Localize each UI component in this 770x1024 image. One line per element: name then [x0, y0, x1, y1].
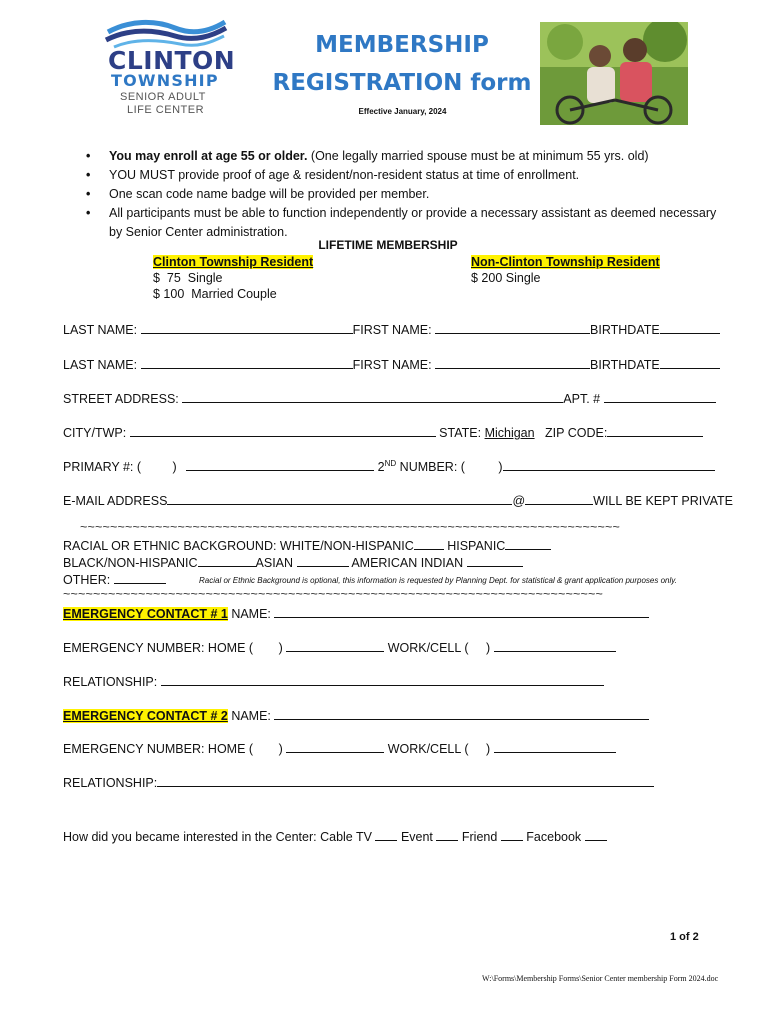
interest-facebook-label: Facebook	[526, 830, 582, 844]
friend-field[interactable]	[501, 829, 523, 841]
event-field[interactable]	[436, 829, 458, 841]
emergency-2-home-field[interactable]	[286, 741, 384, 753]
bullet-age-rest: (One legally married spouse must be at minimum 55 yrs. old)	[307, 149, 649, 163]
nonresident-pricing	[471, 255, 660, 285]
resident-pricing	[153, 255, 313, 301]
background-white-label: RACIAL OR ETHNIC BACKGROUND: WHITE/NON-HISPANIC	[63, 539, 414, 553]
lifetime-membership-heading: LIFETIME MEMBERSHIP	[318, 238, 458, 252]
apt-label: APT. #	[563, 392, 601, 406]
birthdate-label: BIRTHDATE	[590, 323, 660, 337]
last-name-label: LAST NAME:	[63, 323, 138, 337]
background-optional-note: Racial or Ethnic Background is optional, this information is requested by Planning Dept. for statistical & grant application purposes only.	[199, 576, 677, 585]
emergency-1-name-field[interactable]	[274, 606, 649, 618]
apt-field[interactable]	[604, 391, 716, 403]
email-domain-field[interactable]	[525, 493, 593, 505]
emergency-1-number-row	[63, 640, 616, 655]
city-row	[63, 425, 703, 440]
primary-paren-close: )	[172, 460, 177, 475]
interest-friend-label: Friend	[461, 830, 498, 844]
emergency-2-work-field[interactable]	[494, 741, 616, 753]
street-field[interactable]	[182, 391, 563, 403]
email-private-note: WILL BE KEPT PRIVATE	[593, 494, 733, 508]
background-row-3	[63, 572, 166, 587]
home-paren-close: )	[278, 742, 283, 756]
effective-date: Effective January, 2024	[358, 107, 447, 116]
name-row-1	[63, 322, 720, 337]
logo-life-center: LIFE CENTER	[127, 104, 205, 116]
divider-tildes: ~~~~~~~~~~~~~~~~~~~~~~~~~~~~~~~~~~~~~~~~~~~~~~~~~~~~~~~~~~~~~~~~~~~~~~~~	[63, 587, 603, 601]
emergency-1-work-field[interactable]	[494, 640, 616, 652]
emergency-2-relationship-field[interactable]	[157, 775, 654, 787]
email-at: @	[512, 494, 526, 508]
list-item: • YOU MUST provide proof of age & resident/non-resident status at time of enrollment.	[86, 166, 726, 185]
email-field[interactable]	[167, 493, 512, 505]
resident-single-price: $ 75 Single	[153, 271, 223, 285]
email-label: E-MAIL ADDRESS	[63, 494, 168, 508]
background-american-indian-label: AMERICAN INDIAN	[351, 556, 464, 570]
relationship-label: RELATIONSHIP:	[63, 675, 158, 689]
white-field[interactable]	[414, 538, 444, 550]
background-asian-label: ASIAN	[255, 556, 294, 570]
emergency-1-relationship-field[interactable]	[161, 674, 604, 686]
email-row	[63, 493, 733, 508]
emergency-2-relationship-row	[63, 775, 654, 790]
emergency-contact-1-label: EMERGENCY CONTACT # 1	[63, 607, 228, 621]
emergency-2-name-field[interactable]	[274, 708, 649, 720]
state-value: Michigan	[484, 426, 535, 440]
other-field[interactable]	[114, 572, 166, 584]
primary-number-field[interactable]	[186, 459, 374, 471]
emergency-2-number-row	[63, 741, 616, 756]
work-paren-close: )	[486, 742, 491, 756]
phone-row	[63, 459, 715, 474]
interest-question: How did you became interested in the Center: Cable TV	[63, 830, 372, 844]
emergency-home-label: EMERGENCY NUMBER: HOME (	[63, 742, 254, 756]
zip-field[interactable]	[607, 425, 703, 437]
background-row-1	[63, 538, 551, 553]
first-name-field[interactable]	[435, 322, 590, 334]
list-item: • All participants must be able to function independently or provide a necessary assistant as deemed necessary by Senior Center administration.	[86, 204, 726, 242]
logo-clinton: CLINTON	[108, 46, 236, 75]
birthdate-label: BIRTHDATE	[590, 358, 660, 372]
divider-tildes: ~~~~~~~~~~~~~~~~~~~~~~~~~~~~~~~~~~~~~~~~~~~~~~~~~~~~~~~~~~~~~~~~~~~~~~~~	[80, 520, 620, 534]
asian-field[interactable]	[297, 555, 349, 567]
file-path: W:\Forms\Membership Forms\Senior Center membership Form 2024.doc	[482, 974, 719, 983]
address-row	[63, 391, 716, 406]
last-name-field[interactable]	[141, 322, 353, 334]
seniors-photo	[540, 22, 688, 125]
american-indian-field[interactable]	[467, 555, 523, 567]
emergency-contact-1-row	[63, 606, 649, 621]
city-label: CITY/TWP:	[63, 426, 127, 440]
emergency-home-label: EMERGENCY NUMBER: HOME (	[63, 641, 254, 655]
hispanic-field[interactable]	[505, 538, 551, 550]
logo-senior-adult: SENIOR ADULT	[120, 91, 206, 103]
street-label: STREET ADDRESS:	[63, 392, 179, 406]
second-number-label: 2ND NUMBER: (	[377, 459, 465, 475]
birthdate-field[interactable]	[660, 357, 720, 369]
first-name-label: FIRST NAME:	[352, 358, 432, 372]
first-name-label: FIRST NAME:	[352, 323, 432, 337]
emergency-work-label: WORK/CELL (	[387, 641, 469, 655]
nonresident-single-price: $ 200 Single	[471, 271, 541, 285]
home-paren-close: )	[278, 641, 283, 655]
first-name-field[interactable]	[435, 357, 590, 369]
background-other-label: OTHER:	[63, 573, 111, 587]
emergency-name-label: NAME:	[227, 607, 271, 621]
city-field[interactable]	[130, 425, 436, 437]
emergency-contact-2-label: EMERGENCY CONTACT # 2	[63, 709, 228, 723]
birthdate-field[interactable]	[660, 322, 720, 334]
interest-event-label: Event	[400, 830, 433, 844]
second-number-field[interactable]	[503, 459, 715, 471]
bullet-age-bold: You may enroll at age 55 or older.	[109, 149, 308, 163]
requirements-list	[86, 147, 726, 242]
page-title-line1: MEMBERSHIP	[315, 32, 489, 58]
emergency-1-home-field[interactable]	[286, 640, 384, 652]
last-name-label: LAST NAME:	[63, 358, 138, 372]
list-item	[86, 147, 726, 166]
cable-tv-field[interactable]	[375, 829, 397, 841]
name-row-2	[63, 357, 720, 372]
emergency-1-relationship-row	[63, 674, 604, 689]
resident-label: Clinton Township Resident	[153, 255, 314, 269]
emergency-contact-2-row	[63, 708, 649, 723]
page-title-line2: REGISTRATION form	[272, 70, 532, 96]
relationship-label: RELATIONSHIP:	[63, 776, 158, 790]
background-black-label: BLACK/NON-HISPANIC	[63, 556, 198, 570]
black-field[interactable]	[198, 555, 256, 567]
second-paren-close: )	[498, 460, 503, 475]
list-item: • One scan code name badge will be provided per member.	[86, 185, 726, 204]
seniors-on-bicycles-icon	[540, 22, 688, 125]
interest-row	[63, 829, 607, 844]
state-label: STATE:	[439, 426, 482, 440]
zip-label: ZIP CODE:	[545, 426, 608, 440]
work-paren-close: )	[486, 641, 491, 655]
facebook-field[interactable]	[585, 829, 607, 841]
nonresident-label: Non-Clinton Township Resident	[471, 255, 660, 269]
page-number: 1 of 2	[670, 931, 699, 943]
background-hispanic-label: HISPANIC	[447, 539, 506, 553]
emergency-name-label: NAME:	[227, 709, 271, 723]
emergency-work-label: WORK/CELL (	[387, 742, 469, 756]
background-row-2	[63, 555, 523, 570]
logo-township: TOWNSHIP	[111, 71, 219, 90]
last-name-field[interactable]	[141, 357, 353, 369]
logo	[100, 18, 236, 123]
resident-couple-price: $ 100 Married Couple	[153, 287, 277, 301]
primary-label: PRIMARY #: (	[63, 460, 142, 475]
